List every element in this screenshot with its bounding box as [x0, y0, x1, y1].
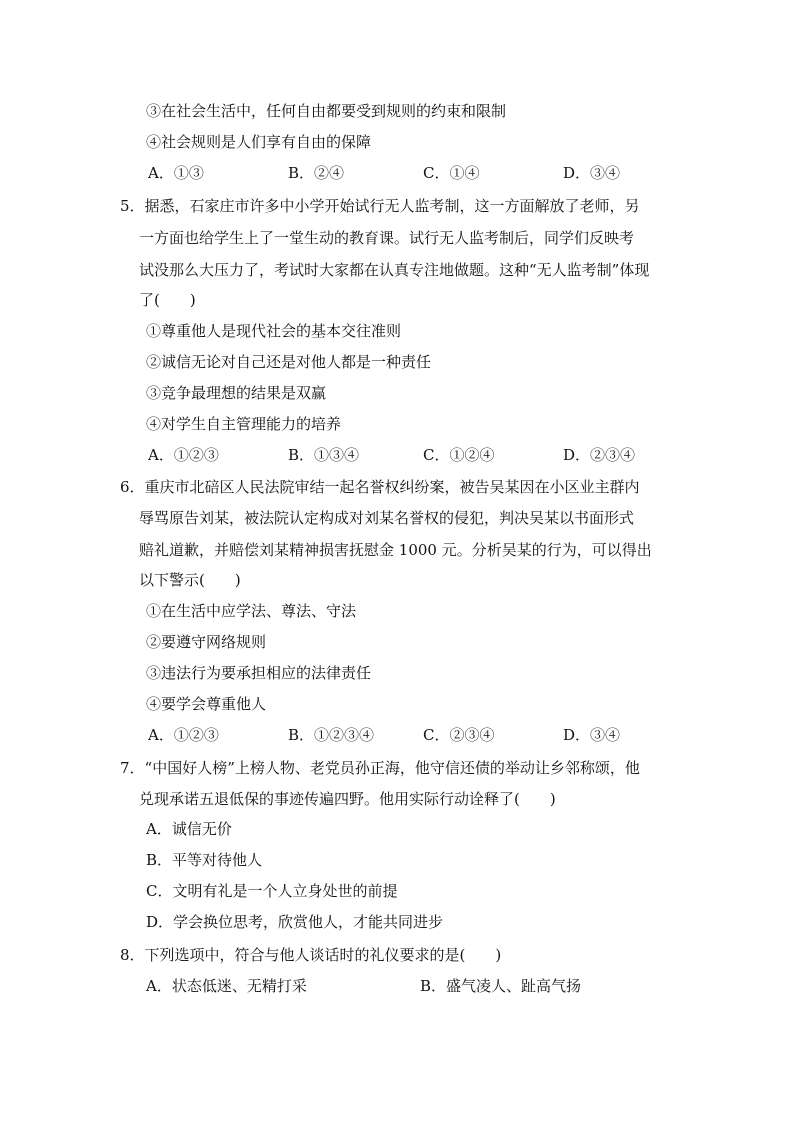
q5-statement-2: ②诚信无论对自己还是对他人都是一种责任: [146, 353, 432, 371]
q6-option-c: C．②③④: [423, 726, 495, 744]
q6-statement-2: ②要遵守网络规则: [146, 633, 267, 651]
q6-stem-line-3: 赔礼道歉，并赔偿刘某精神损害抚慰金 1000 元。分析吴某的行为，可以得出: [139, 541, 652, 559]
q7-option-a: A．诚信无价: [146, 820, 232, 838]
q8-option-a: A．状态低迷、无精打采: [146, 977, 307, 995]
q5-statement-3: ③竞争最理想的结果是双赢: [146, 384, 327, 402]
q8-option-b: B．盛气凌人、趾高气扬: [420, 977, 582, 995]
q5-stem-line-1: 5．据悉，石家庄市许多中小学开始试行无人监考制，这一方面解放了老师，另: [120, 197, 640, 215]
q5-stem-line-4: 了( ): [139, 291, 196, 309]
q6-stem-line-4: 以下警示( ): [139, 571, 241, 589]
q6-option-d: D．③④: [563, 726, 621, 744]
q6-stem-line-2: 辱骂原告刘某，被法院认定构成对刘某名誉权的侵犯，判决吴某以书面形式: [139, 509, 635, 527]
q4-option-c: C．①④: [423, 164, 480, 182]
q5-statement-1: ①尊重他人是现代社会的基本交往准则: [146, 322, 402, 340]
q6-option-b: B．①②③④: [288, 726, 375, 744]
q7-stem-line-1: 7．“中国好人榜”上榜人物、老党员孙正海，他守信还债的举动让乡邻称颂，他: [120, 759, 640, 777]
q7-stem-line-2: 兑现承诺五退低保的事迹传遍四野。他用实际行动诠释了( ): [139, 790, 556, 808]
q4-option-d: D．③④: [563, 164, 621, 182]
q4-statement-3: ③在社会生活中，任何自由都要受到规则的约束和限制: [146, 102, 507, 120]
q5-stem-line-2: 一方面也给学生上了一堂生动的教育课。试行无人监考制后，同学们反映考: [139, 229, 635, 247]
q7-option-d: D．学会换位思考，欣赏他人，才能共同进步: [146, 913, 444, 931]
q7-option-b: B．平等对待他人: [146, 851, 263, 869]
q5-option-a: A．①②③: [148, 446, 219, 464]
q5-option-d: D．②③④: [563, 446, 636, 464]
q6-stem-line-1: 6．重庆市北碚区人民法院审结一起名誉权纠纷案，被告吴某因在小区业主群内: [120, 478, 640, 496]
q4-option-a: A．①③: [148, 164, 204, 182]
q6-statement-1: ①在生活中应学法、尊法、守法: [146, 602, 357, 620]
q8-stem-line-1: 8．下列选项中，符合与他人谈话时的礼仪要求的是( ): [120, 946, 502, 964]
q5-option-b: B．①③④: [288, 446, 360, 464]
q6-option-a: A．①②③: [148, 726, 219, 744]
q4-option-b: B．②④: [288, 164, 345, 182]
q7-option-c: C．文明有礼是一个人立身处世的前提: [146, 882, 398, 900]
q6-statement-3: ③违法行为要承担相应的法律责任: [146, 664, 372, 682]
q5-statement-4: ④对学生自主管理能力的培养: [146, 415, 342, 433]
q6-statement-4: ④要学会尊重他人: [146, 695, 267, 713]
q5-stem-line-3: 试没那么大压力了，考试时大家都在认真专注地做题。这种“无人监考制”体现: [139, 261, 650, 279]
q4-statement-4: ④社会规则是人们享有自由的保障: [146, 133, 372, 151]
q5-option-c: C．①②④: [423, 446, 495, 464]
